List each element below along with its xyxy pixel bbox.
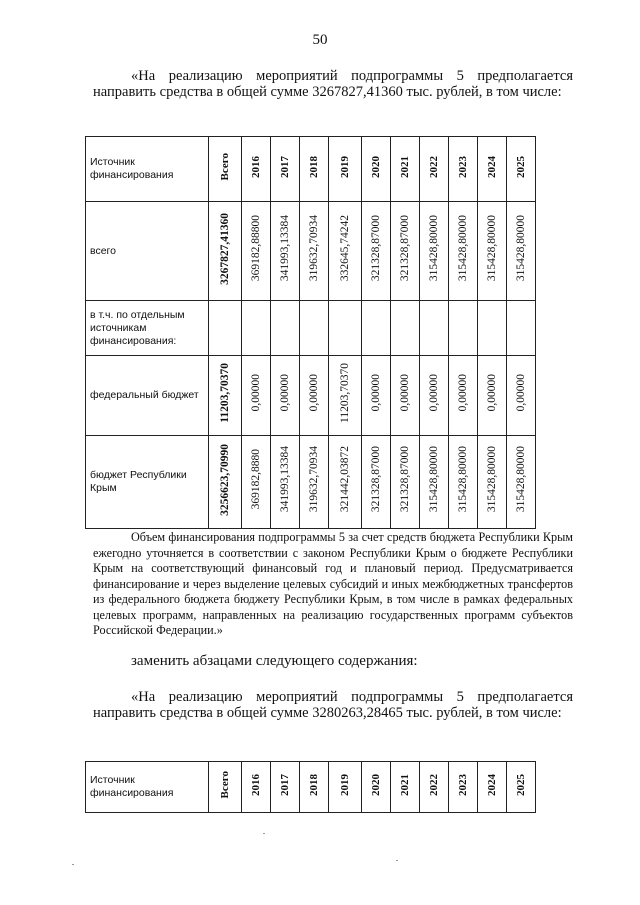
- row-value: [271, 301, 300, 356]
- row-value: 315428,80000: [449, 202, 478, 301]
- header-year: 2016: [242, 137, 271, 202]
- row-value: 341993,13384: [271, 202, 300, 301]
- header-year: 2018: [300, 137, 329, 202]
- row-value: 0,00000: [362, 356, 391, 436]
- scan-speck: [72, 864, 74, 865]
- row-value: [478, 301, 507, 356]
- row-value: 321328,87000: [391, 436, 420, 529]
- row-label: в т.ч. по отдельным источникам финансирования:: [86, 301, 209, 356]
- header-year: 2019: [329, 762, 362, 813]
- row-value: 319632,70934: [300, 202, 329, 301]
- row-value: 321328,87000: [391, 202, 420, 301]
- row-value: 369182,8880: [242, 436, 271, 529]
- header-year: 2018: [300, 762, 329, 813]
- table-header-row: [86, 762, 536, 813]
- row-value: [242, 301, 271, 356]
- funding-note: [93, 530, 573, 639]
- row-value: 11203,70370: [329, 356, 362, 436]
- row-total: [209, 301, 242, 356]
- row-value: 315428,80000: [420, 436, 449, 529]
- header-year: 2025: [507, 137, 536, 202]
- header-year: 2021: [391, 762, 420, 813]
- row-value: 315428,80000: [449, 436, 478, 529]
- header-year: 2024: [478, 137, 507, 202]
- header-year: 2023: [449, 762, 478, 813]
- intro-paragraph: [93, 68, 573, 100]
- header-total: Всего: [209, 762, 242, 813]
- header-source: Источник финансирования: [86, 762, 209, 813]
- row-value: 321442,03872: [329, 436, 362, 529]
- row-value: 0,00000: [478, 356, 507, 436]
- row-value: 0,00000: [420, 356, 449, 436]
- row-value: 321328,87000: [362, 202, 391, 301]
- row-value: [300, 301, 329, 356]
- row-value: 315428,80000: [420, 202, 449, 301]
- table-row: [86, 436, 536, 529]
- row-value: 332645,74242: [329, 202, 362, 301]
- row-value: 369182,88800: [242, 202, 271, 301]
- row-value: [420, 301, 449, 356]
- header-year: 2022: [420, 137, 449, 202]
- row-value: 315428,80000: [478, 202, 507, 301]
- financing-table: [85, 136, 536, 529]
- row-value: 315428,80000: [507, 202, 536, 301]
- row-value: 0,00000: [271, 356, 300, 436]
- table-row: [86, 356, 536, 436]
- table-header-row: [86, 137, 536, 202]
- scan-speck: [263, 833, 265, 834]
- row-value: [507, 301, 536, 356]
- row-label: всего: [86, 202, 209, 301]
- header-year: 2017: [271, 762, 300, 813]
- header-source: Источник финансирования: [86, 137, 209, 202]
- row-value: 315428,80000: [507, 436, 536, 529]
- header-year: 2017: [271, 137, 300, 202]
- table-row: [86, 301, 536, 356]
- row-total: 3267827,41360: [209, 202, 242, 301]
- new-intro-text: «На реализацию мероприятий подпрограммы 5 предполагается направить средства в общей сумме 3280263,28465 тыс. рублей, в том числе:: [93, 689, 573, 721]
- row-value: 0,00000: [300, 356, 329, 436]
- row-total: 11203,70370: [209, 356, 242, 436]
- row-value: 0,00000: [507, 356, 536, 436]
- funding-note-text: Объем финансирования подпрограммы 5 за счет средств бюджета Республики Крым ежегодно уточняется в соответствии с законом Республики Крым о бюджете Республики Крым на соответствующий финансовый год и плановый период. Предусматривается финансирование и через выделение целевых субсидий и иных межбюджетных трансфертов из федерального бюджета бюджету Республики Крым, в том числе в рамках федеральных целевых программ, направленных на реализацию государственных программ субъектов Российской Федерации.»: [93, 530, 573, 637]
- new-intro-paragraph: [93, 689, 573, 721]
- table-row: [86, 202, 536, 301]
- header-year: 2022: [420, 762, 449, 813]
- row-value: 341993,13384: [271, 436, 300, 529]
- row-value: [362, 301, 391, 356]
- header-year: 2019: [329, 137, 362, 202]
- header-year: 2025: [507, 762, 536, 813]
- row-label: бюджет Республики Крым: [86, 436, 209, 529]
- row-total: 3256623,70990: [209, 436, 242, 529]
- row-value: [449, 301, 478, 356]
- scan-speck: [396, 860, 398, 861]
- new-financing-table: [85, 761, 536, 813]
- header-total: Всего: [209, 137, 242, 202]
- replace-instruction: заменить абзацами следующего содержания:: [131, 653, 418, 669]
- intro-text: «На реализацию мероприятий подпрограммы 5 предполагается направить средства в общей сумме 3267827,41360 тыс. рублей, в том числе:: [93, 68, 573, 100]
- row-value: 0,00000: [449, 356, 478, 436]
- row-value: [391, 301, 420, 356]
- row-value: 315428,80000: [478, 436, 507, 529]
- header-year: 2020: [362, 762, 391, 813]
- page-number: 50: [312, 32, 328, 48]
- header-year: 2023: [449, 137, 478, 202]
- row-value: 319632,70934: [300, 436, 329, 529]
- row-value: 0,00000: [391, 356, 420, 436]
- header-year: 2024: [478, 762, 507, 813]
- row-value: 0,00000: [242, 356, 271, 436]
- header-year: 2016: [242, 762, 271, 813]
- header-year: 2021: [391, 137, 420, 202]
- row-value: [329, 301, 362, 356]
- row-value: 321328,87000: [362, 436, 391, 529]
- row-label: федеральный бюджет: [86, 356, 209, 436]
- header-year: 2020: [362, 137, 391, 202]
